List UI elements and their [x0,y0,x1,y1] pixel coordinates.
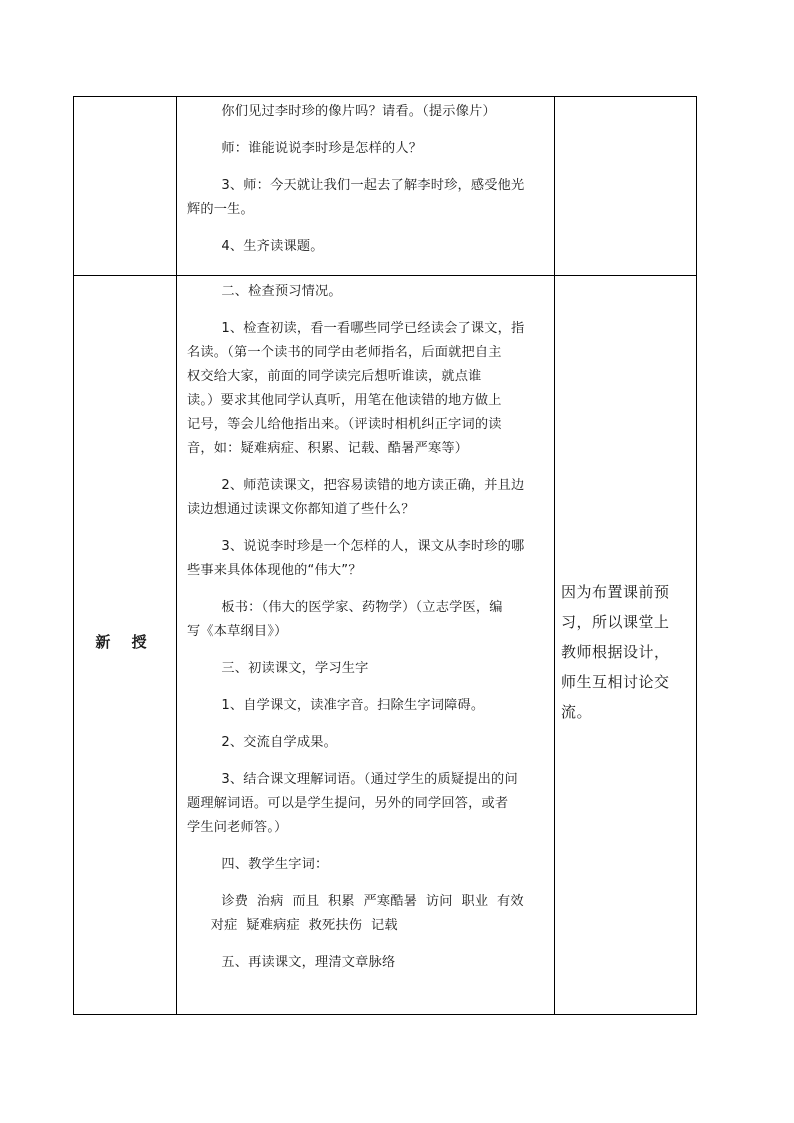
text-line: 辉的一生。 [187,202,254,217]
text-line: 4、生齐读课题。 [221,239,324,254]
text-line: 师：谁能说说李时珍是怎样的人？ [221,141,423,156]
text-line: 学生问老师答。） [187,820,288,835]
text-line: 3、师：今天就让我们一起去了解李时珍，感受他光 [221,178,525,193]
text-line: 三、初读课文，学习生字 [221,661,369,676]
text-line: 五、再读课文，理清文章脉络 [221,955,396,970]
text-line: 你们见过李时珍的像片吗？请看。（提示像片） [221,104,496,119]
text-line: 1、自学课文，读准字音。扫除生字词障碍。 [221,698,485,713]
note-line: 因为布置课前预 [561,583,670,601]
column-divider-2 [554,97,555,1014]
vocabulary-line: 对症 疑难病症 救死扶伤 记载 [210,918,398,933]
note-line: 流。 [561,703,593,721]
note-line: 师生互相讨论交 [561,673,670,691]
note-line: 教师根据设计， [561,643,670,661]
section-label-new: 新 授 [95,633,155,651]
text-line: 读。）要求其他同学认真听，用笔在他读错的地方做上 [187,393,502,408]
text-line: 题理解词语。可以是学生提问，另外的同学回答，或者 [187,796,509,811]
text-line: 3、结合课文理解词语。（通过学生的质疑提出的问 [221,772,518,787]
text-line: 些事来具体体现他的“伟大”？ [187,563,362,578]
text-line: 音，如：疑难病症、积累、记载、酷暑严寒等） [187,441,469,456]
text-line: 二、检查预习情况。 [221,284,342,299]
row-divider [74,275,696,276]
note-line: 习，所以课堂上 [561,613,670,631]
text-line: 3、说说李时珍是一个怎样的人，课文从李时珍的哪 [221,539,525,554]
text-line: 2、交流自学成果。 [221,735,338,750]
text-line: 权交给大家，前面的同学读完后想听谁读，就点谁 [187,369,482,384]
text-line: 记号，等会儿给他指出来。（评读时相机纠正字词的读 [187,417,502,432]
row2-content [177,280,553,988]
vocabulary-line: 诊费 治病 而且 积累 严寒酷暑 访问 职业 有效 [221,894,524,909]
text-line: 写《本草纲目》） [187,624,288,639]
text-line: 1、检查初读，看一看哪些同学已经读会了课文，指 [221,321,525,336]
text-line: 四、教学生字词： [221,857,329,872]
text-line: 板书：（伟大的医学家、药物学）（立志学医，编 [221,600,503,615]
lesson-plan-table [73,96,697,1015]
text-line: 名读。（第一个读书的同学由老师指名，后面就把自主 [187,345,502,360]
row1-content [177,100,553,272]
teaching-note [561,577,695,727]
text-line: 2、师范读课文，把容易读错的地方读正确，并且边 [221,478,525,493]
text-line: 读边想通过读课文你都知道了些什么？ [187,502,415,517]
